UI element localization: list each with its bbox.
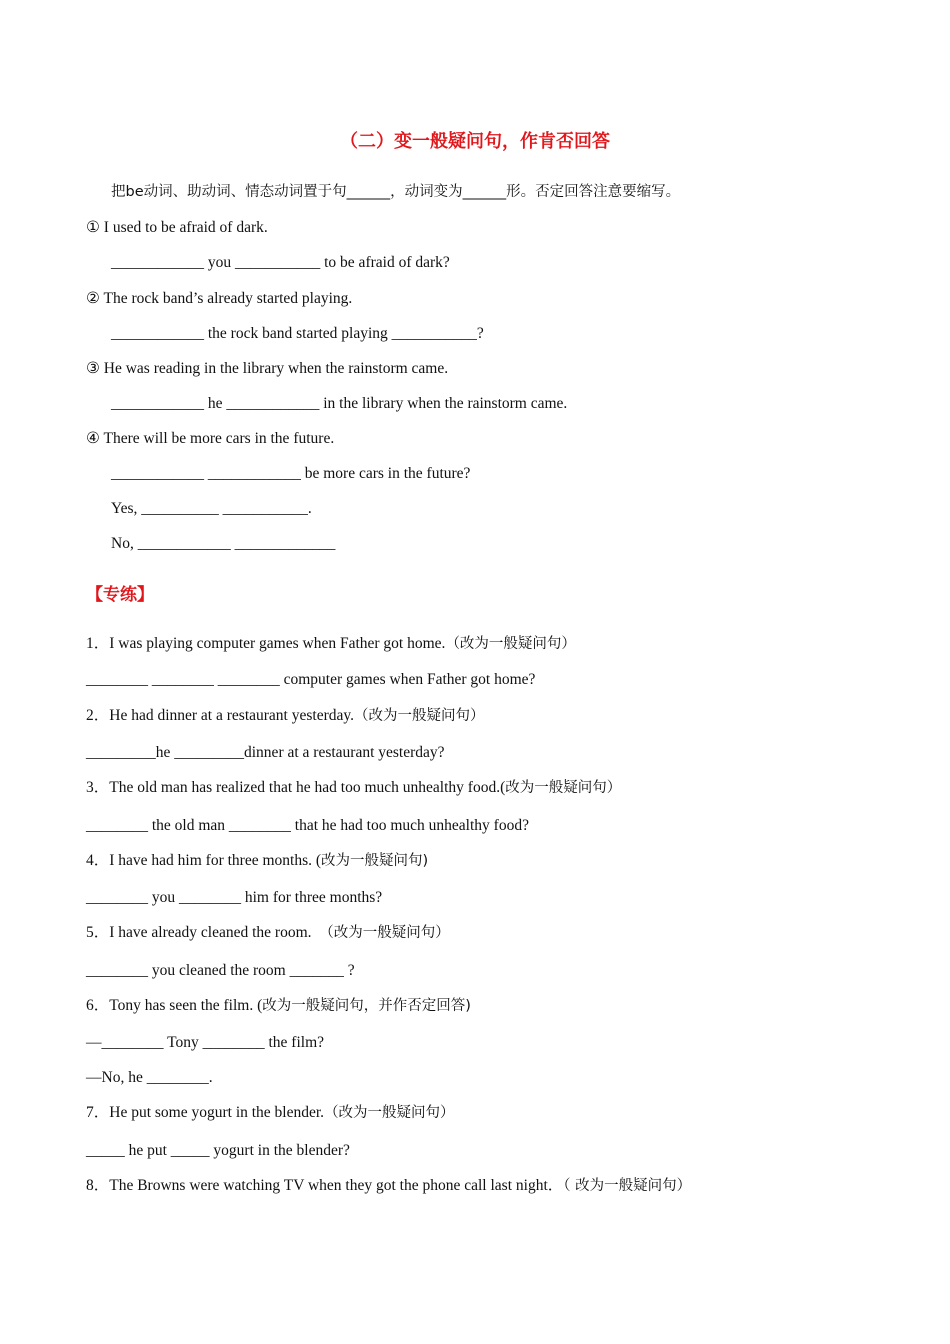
exercise-3 <box>86 778 621 798</box>
example-1 <box>86 218 268 238</box>
example-3-answer: ____________ he ____________ in the library when the rainstorm came. <box>111 395 568 412</box>
exercise-question: 1．I was playing computer games when Father got home. <box>86 635 446 652</box>
example-4-no: No, ____________ _____________ <box>111 535 336 552</box>
exercise-2-answer: _________he _________dinner at a restaurant yesterday? <box>86 744 445 761</box>
example-sentence: There will be more cars in the future. <box>103 430 335 447</box>
exercise-note: （改为一般疑问句） <box>445 636 576 652</box>
exercise-1-answer: ________ ________ ________ computer games when Father got home? <box>86 671 536 688</box>
exercise-question: 8．The Browns were watching TV when they got the phone call last night． <box>86 1177 564 1194</box>
exercise-note: （ 改为一般疑问句） <box>563 1178 692 1194</box>
exercise-note: 改为一般疑问句） <box>505 780 622 796</box>
exercise-note: （改为一般疑问句） <box>353 708 485 724</box>
intro-text <box>111 182 680 202</box>
exercise-3-answer: ________ the old man ________ that he had too much unhealthy food? <box>86 817 529 834</box>
exercise-6-reply: —No, he ________. <box>86 1069 213 1086</box>
example-sentence: I used to be afraid of dark. <box>103 219 268 236</box>
practice-heading: 【专练】 <box>86 585 154 605</box>
example-4 <box>86 429 334 449</box>
example-1-answer: ____________ you ___________ to be afraid of dark? <box>111 254 450 271</box>
exercise-question: 7．He put some yogurt in the blender. <box>86 1104 325 1121</box>
exercise-2 <box>86 706 484 726</box>
example-3 <box>86 359 448 379</box>
exercise-5-answer: ________ you cleaned the room _______ ? <box>86 962 355 979</box>
section-title: （二）变一般疑问句，作肯否回答 <box>340 131 610 152</box>
exercise-7-answer: _____ he put _____ yogurt in the blender? <box>86 1142 350 1159</box>
exercise-1 <box>86 634 576 654</box>
exercise-question: 3．The old man has realized that he had too much unhealthy food.( <box>86 779 506 796</box>
exercise-8 <box>86 1176 691 1196</box>
example-sentence: The rock band’s already started playing. <box>103 290 353 307</box>
example-2 <box>86 289 352 309</box>
exercise-question: 4．I have had him for three months. ( <box>86 852 322 869</box>
example-num: ② <box>86 290 100 307</box>
exercise-question: 5．I have already cleaned the room. <box>86 924 320 941</box>
exercise-note: 改为一般疑问句) <box>321 853 429 869</box>
example-sentence: He was reading in the library when the rainstorm came. <box>103 360 449 377</box>
exercise-6-answer: —________ Tony ________ the film? <box>86 1034 325 1051</box>
exercise-note: 改为一般疑问句，并作否定回答) <box>262 998 471 1014</box>
exercise-6 <box>86 996 471 1016</box>
exercise-5 <box>86 923 450 943</box>
exercise-4 <box>86 851 428 871</box>
exercise-4-answer: ________ you ________ him for three months? <box>86 889 383 906</box>
example-2-answer: ____________ the rock band started playing ___________? <box>111 325 484 342</box>
exercise-note: （改为一般疑问句） <box>319 925 450 941</box>
exercise-question: 6．Tony has seen the film. ( <box>86 997 263 1014</box>
example-num: ④ <box>86 430 100 447</box>
exercise-note: （改为一般疑问句） <box>324 1105 455 1121</box>
example-num: ③ <box>86 360 100 377</box>
example-4-yes: Yes, __________ ___________. <box>111 500 312 517</box>
example-4-answer: ____________ ____________ be more cars in the future? <box>111 465 471 482</box>
exercise-question: 2．He had dinner at a restaurant yesterday. <box>86 707 354 724</box>
intro-label: 把be动词、助动词、情态动词置于句______，动词变为______形。否定回答注意要缩写。 <box>111 184 681 200</box>
exercise-7 <box>86 1103 455 1123</box>
example-num: ① <box>86 219 100 236</box>
